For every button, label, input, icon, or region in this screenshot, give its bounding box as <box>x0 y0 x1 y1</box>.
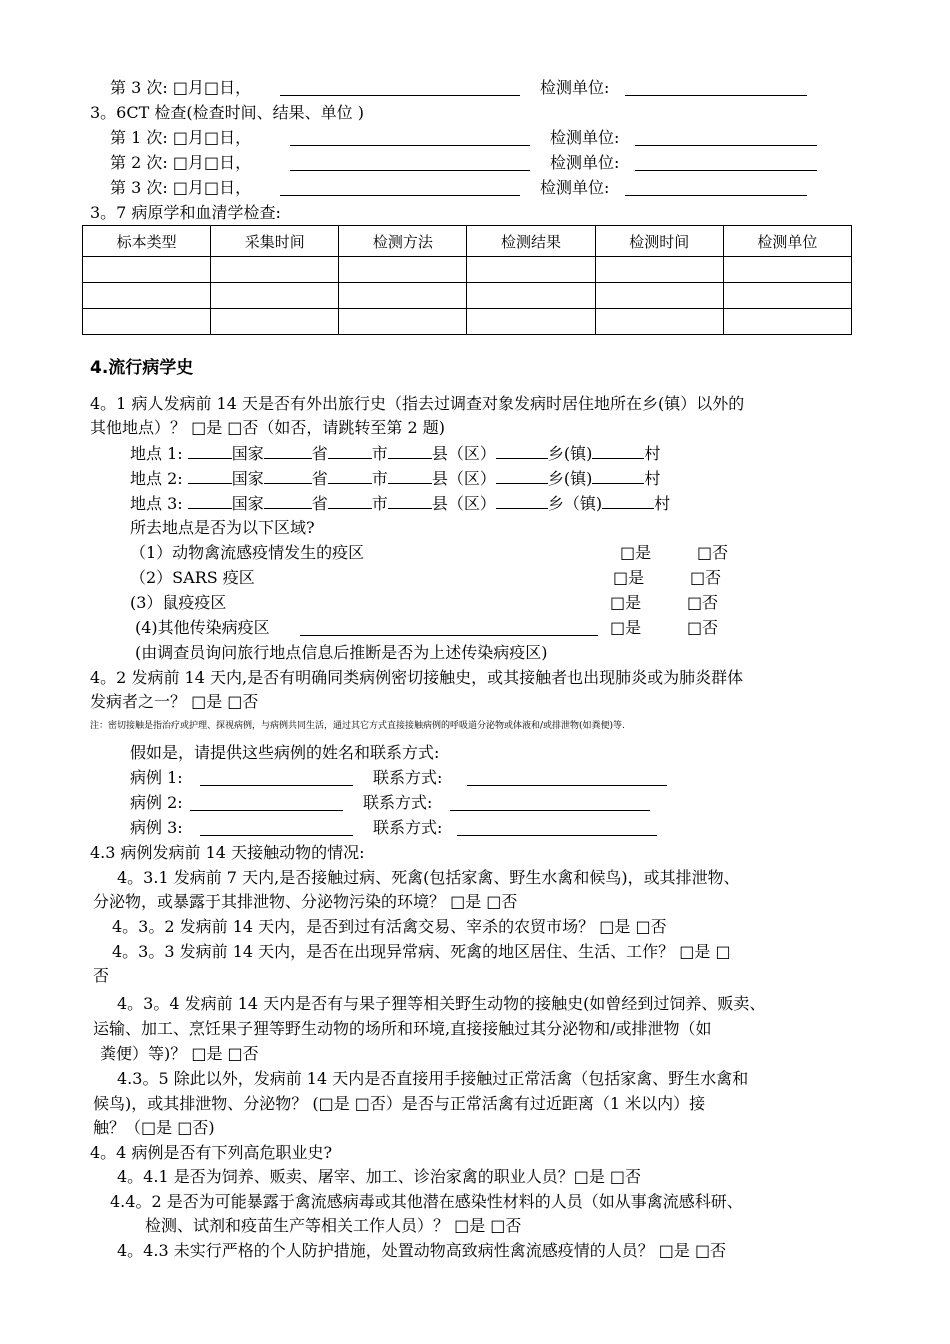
village-label: 村 <box>644 469 661 488</box>
ct-first-result-blank[interactable] <box>290 130 530 146</box>
q435-line2: 候鸟)，或其排泄物、分泌物？ (□是 □否）是否与正常活禽有过近距离（1 米以内）接 <box>93 1094 706 1113</box>
country-label: 国家 <box>231 469 264 488</box>
city-label: 市 <box>371 494 388 513</box>
q41-line1: 4。1 病人发病前 14 天是否有外出旅行史（指去过调查对象发病时居住地所在乡(镇）以外的 <box>90 394 745 413</box>
area-1-yes[interactable]: □是 <box>620 543 652 562</box>
case-3-label: 病例 3: <box>130 818 183 837</box>
header-result: 检测结果 <box>467 226 595 257</box>
q43-title: 4.3 病例发病前 14 天接触动物的情况: <box>90 843 365 862</box>
town-label: 乡(镇) <box>547 444 593 463</box>
county-label: 县（区） <box>431 444 496 463</box>
q441: 4。4.1 是否为饲养、贩卖、屠宰、加工、诊治家禽的职业人员？□是 □否 <box>117 1167 642 1186</box>
ct-second-result-blank[interactable] <box>290 155 530 171</box>
table-cell[interactable] <box>211 257 339 283</box>
table-cell[interactable] <box>83 283 211 309</box>
table-header-row <box>83 226 852 257</box>
unit-blank[interactable] <box>625 80 807 96</box>
area-3-yes[interactable]: □是 <box>610 593 642 612</box>
town-label: 乡（镇) <box>547 494 603 513</box>
place-label: 地点 3: <box>130 494 183 513</box>
city-label: 市 <box>371 469 388 488</box>
pathogen-title: 3。7 病原学和血清学检查: <box>90 203 281 222</box>
header-method: 检测方法 <box>339 226 467 257</box>
q434-line1: 4。3。4 发病前 14 天内是否有与果子狸等相关野生动物的接触史(如曾经到过饲养、贩卖、 <box>117 994 766 1013</box>
town-label: 乡(镇) <box>547 469 593 488</box>
test-date-label: 第 3 次: □月□日， <box>110 78 252 97</box>
area-4-blank[interactable] <box>300 620 598 636</box>
table-cell[interactable] <box>723 283 851 309</box>
table-cell[interactable] <box>595 283 723 309</box>
table-cell[interactable] <box>723 309 851 335</box>
q44-title: 4。4 病例是否有下列高危职业史? <box>90 1143 333 1162</box>
village-blank[interactable] <box>602 493 654 509</box>
case-2-contact-label: 联系方式: <box>363 793 433 812</box>
area-4-yes[interactable]: □是 <box>610 618 642 637</box>
area-3-no[interactable]: □否 <box>687 593 719 612</box>
case-1-label: 病例 1: <box>130 768 183 787</box>
header-collect-time: 采集时间 <box>211 226 339 257</box>
q443: 4。4.3 未实行严格的个人防护措施，处置动物高致病性禽流感疫情的人员？ □是 □否 <box>117 1241 727 1260</box>
place-row-3 <box>130 493 670 514</box>
country-label: 国家 <box>231 494 264 513</box>
ct-third-result-blank[interactable] <box>280 180 520 196</box>
ct-third-label: 第 3 次: □月□日， <box>110 178 252 197</box>
if-yes-prompt: 假如是，请提供这些病例的姓名和联系方式: <box>130 743 440 762</box>
ct-first-unit-blank[interactable] <box>635 130 817 146</box>
table-cell[interactable] <box>83 309 211 335</box>
case-2-label: 病例 2: <box>130 793 183 812</box>
contact-note: 注：密切接触是指治疗或护理、探视病例，与病例共同生活，通过其它方式直接接触病例的呼吸道分泌物或体液和/或排泄物(如粪便)等. <box>90 721 625 731</box>
q42-line2: 发病者之一？ □是 □否 <box>90 692 259 711</box>
ct-second-unit-blank[interactable] <box>635 155 817 171</box>
province-label: 省 <box>311 469 328 488</box>
case-1-contact-blank[interactable] <box>467 770 667 786</box>
table-cell[interactable] <box>83 257 211 283</box>
place-label: 地点 2: <box>130 469 183 488</box>
q434-line3: 粪便）等)？ □是 □否 <box>100 1044 259 1063</box>
header-sample-type: 标本类型 <box>83 226 211 257</box>
q42-line1: 4。2 发病前 14 天内,是否有明确同类病例密切接触史，或其接触者也出现肺炎或为肺炎群体 <box>90 668 744 687</box>
area-question: 所去地点是否为以下区域? <box>130 518 315 537</box>
county-blank[interactable] <box>388 493 432 509</box>
province-blank[interactable] <box>264 468 312 484</box>
area-4-no[interactable]: □否 <box>687 618 719 637</box>
table-cell[interactable] <box>467 283 595 309</box>
result-blank[interactable] <box>280 80 520 96</box>
province-label: 省 <box>311 494 328 513</box>
area-4-label: (4)其他传染病疫区 <box>135 618 270 637</box>
table-row <box>83 257 852 283</box>
case-1-name-blank[interactable] <box>200 770 353 786</box>
q431-line2: 分泌物，或暴露于其排泄物、分泌物污染的环境？ □是 □否 <box>93 892 518 911</box>
city-blank[interactable] <box>328 468 372 484</box>
q442-line1: 4.4。2 是否为可能暴露于禽流感病毒或其他潜在感染性材料的人员（如从事禽流感科研、 <box>110 1192 743 1211</box>
case-1-contact-label: 联系方式: <box>373 768 443 787</box>
table-cell[interactable] <box>595 257 723 283</box>
area-1-label: （1）动物禽流感疫情发生的疫区 <box>130 543 365 562</box>
province-blank[interactable] <box>264 493 312 509</box>
q41-line2: 其他地点）？ □是 □否（如否，请跳转至第 2 题) <box>90 418 446 437</box>
county-blank[interactable] <box>388 468 432 484</box>
test-row-3 <box>110 78 251 98</box>
city-blank[interactable] <box>328 443 372 459</box>
q442-line2: 检测、试剂和疫苗生产等相关工作人员）？ □是 □否 <box>145 1216 522 1235</box>
village-blank[interactable] <box>592 468 644 484</box>
place-label: 地点 1: <box>130 444 183 463</box>
case-2-contact-blank[interactable] <box>450 795 650 811</box>
area-1-no[interactable]: □否 <box>697 543 729 562</box>
case-3-contact-label: 联系方式: <box>373 818 443 837</box>
q432: 4。3。2 发病前 14 天内，是否到过有活禽交易、宰杀的农贸市场？ □是 □否 <box>112 917 667 936</box>
table-cell[interactable] <box>723 257 851 283</box>
town-blank[interactable] <box>496 468 548 484</box>
q435-line3: 触？（□是 □否) <box>93 1118 215 1137</box>
section-heading: 4.流行病学史 <box>90 358 194 378</box>
county-blank[interactable] <box>388 443 432 459</box>
ct-second-label: 第 2 次: □月□日， <box>110 153 252 172</box>
header-test-time: 检测时间 <box>595 226 723 257</box>
table-cell[interactable] <box>211 309 339 335</box>
ct-third-unit-label: 检测单位: <box>540 178 610 197</box>
area-2-no[interactable]: □否 <box>690 568 722 587</box>
area-2-label: （2）SARS 疫区 <box>130 568 255 587</box>
city-label: 市 <box>371 444 388 463</box>
area-2-yes[interactable]: □是 <box>613 568 645 587</box>
q431-line1: 4。3.1 发病前 7 天内,是否接触过病、死禽(包括家禽、野生水禽和候鸟)，或其排泄物、 <box>117 868 740 887</box>
ct-second-unit-label: 检测单位: <box>550 153 620 172</box>
case-2-name-blank[interactable] <box>190 795 343 811</box>
village-label: 村 <box>644 444 661 463</box>
ct-title: 3。6CT 检查(检查时间、结果、单位 ) <box>90 103 364 122</box>
pathogen-table <box>82 225 852 335</box>
table-cell[interactable] <box>339 283 467 309</box>
header-test-unit: 检测单位 <box>723 226 851 257</box>
town-blank[interactable] <box>496 493 548 509</box>
town-blank[interactable] <box>496 443 548 459</box>
table-cell[interactable] <box>339 309 467 335</box>
ct-first-label: 第 1 次: □月□日， <box>110 128 252 147</box>
country-blank[interactable] <box>188 493 232 509</box>
q433-line1: 4。3。3 发病前 14 天内，是否在出现异常病、死禽的地区居住、生活、工作？ □是 □ <box>112 942 731 961</box>
table-cell[interactable] <box>339 257 467 283</box>
ct-third-unit-blank[interactable] <box>625 180 807 196</box>
table-cell[interactable] <box>211 283 339 309</box>
table-row <box>83 283 852 309</box>
table-cell[interactable] <box>467 257 595 283</box>
village-label: 村 <box>654 494 671 513</box>
area-note: (由调查员询问旅行地点信息后推断是否为上述传染病疫区) <box>135 643 548 662</box>
table-cell[interactable] <box>467 309 595 335</box>
country-label: 国家 <box>231 444 264 463</box>
q435-line1: 4.3。5 除此以外，发病前 14 天内是否直接用手接触过正常活禽（包括家禽、野生水禽和 <box>117 1069 749 1088</box>
province-label: 省 <box>311 444 328 463</box>
table-cell[interactable] <box>595 309 723 335</box>
city-blank[interactable] <box>328 493 372 509</box>
q433-line2: 否 <box>93 966 110 985</box>
unit-label: 检测单位: <box>540 78 610 97</box>
case-3-contact-blank[interactable] <box>457 820 657 836</box>
ct-first-unit-label: 检测单位: <box>550 128 620 147</box>
table-row <box>83 309 852 335</box>
country-blank[interactable] <box>188 443 232 459</box>
area-3-label: (3）鼠疫疫区 <box>130 593 227 612</box>
county-label: 县（区） <box>431 469 496 488</box>
village-blank[interactable] <box>592 443 644 459</box>
place-row-2 <box>130 468 660 489</box>
case-3-name-blank[interactable] <box>200 820 353 836</box>
q434-line2: 运输、加工、烹饪果子狸等野生动物的场所和环境,直接接触过其分泌物和/或排泄物（如 <box>93 1019 712 1038</box>
province-blank[interactable] <box>264 443 312 459</box>
country-blank[interactable] <box>188 468 232 484</box>
place-row-1 <box>130 443 660 464</box>
county-label: 县（区） <box>431 494 496 513</box>
